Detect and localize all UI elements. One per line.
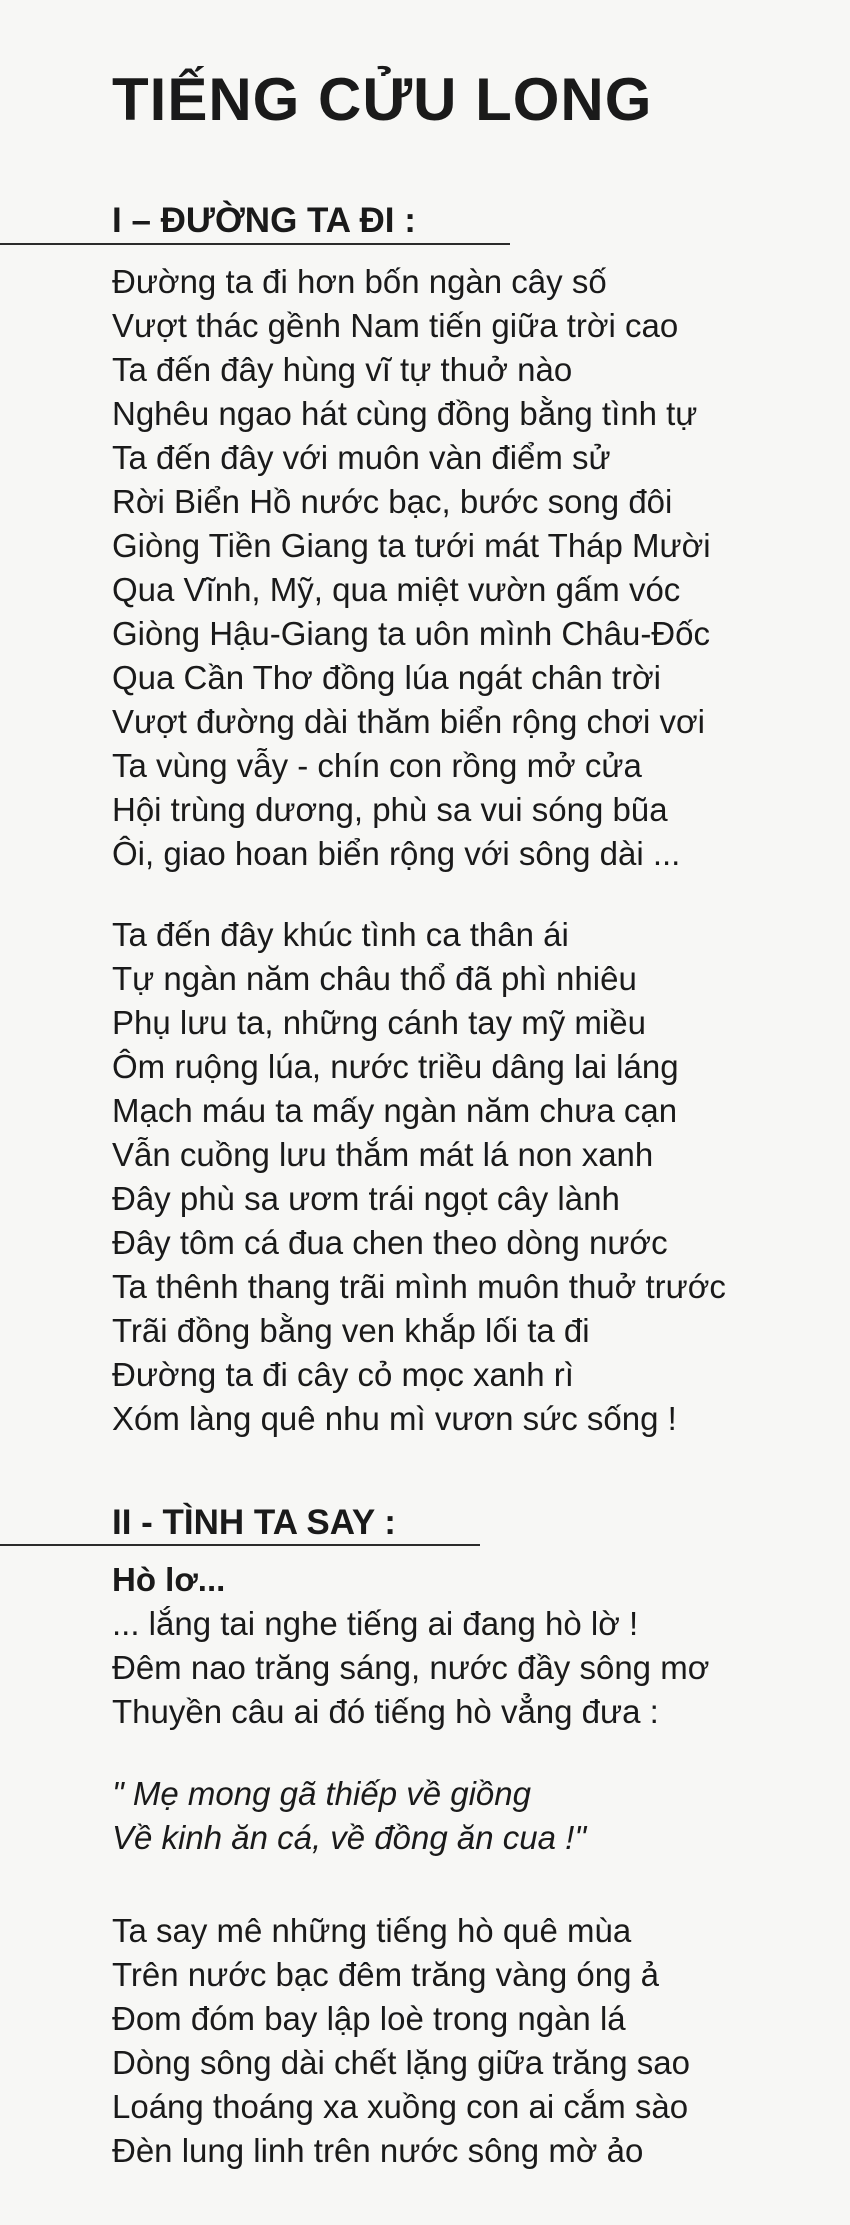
poem-line: Đèn lung linh trên nước sông mờ ảo <box>112 2132 644 2169</box>
section-heading-part2: II - TÌNH TA SAY : <box>112 1503 396 1542</box>
poem-line: Loáng thoáng xa xuồng con ai cắm sào <box>112 2088 689 2125</box>
poem-line: Ta đến đây với muôn vàn điểm sử <box>112 439 611 476</box>
poem-line: Đêm nao trăng sáng, nước đầy sông mơ <box>112 1649 710 1686</box>
poem-line: Ta say mê những tiếng hò quê mùa <box>112 1912 632 1949</box>
quote-line: Về kinh ăn cá, về đồng ăn cua !" <box>112 1819 587 1856</box>
poem-line: Đây tôm cá đua chen theo dòng nước <box>112 1224 668 1261</box>
poem-line: Rời Biển Hồ nước bạc, bước song đôi <box>112 483 673 520</box>
poem-line: ... lắng tai nghe tiếng ai đang hò lờ ! <box>112 1605 639 1642</box>
section-heading-part1: I – ĐƯỜNG TA ĐI : <box>112 201 416 240</box>
poem-line: Giòng Hậu-Giang ta uôn mình Châu-Đốc <box>112 615 710 652</box>
poem-line: Tự ngàn năm châu thổ đã phì nhiêu <box>112 960 637 997</box>
poem-line: Vẫn cuồng lưu thắm mát lá non xanh <box>112 1136 654 1173</box>
stanza-part2-2 <box>112 1909 690 2173</box>
poem-line: Ta đến đây hùng vĩ tự thuở nào <box>112 351 573 388</box>
folk-quote <box>112 1772 586 1860</box>
poem-line: Ta đến đây khúc tình ca thân ái <box>112 916 569 953</box>
call-line: Hò lơ... <box>112 1561 226 1598</box>
poem-line: Ta thênh thang trãi mình muôn thuở trước <box>112 1268 726 1305</box>
poem-line: Phụ lưu ta, những cánh tay mỹ miều <box>112 1004 646 1041</box>
poem-line: Ôm ruộng lúa, nước triều dâng lai láng <box>112 1048 679 1085</box>
poem-line: Trãi đồng bằng ven khắp lối ta đi <box>112 1312 590 1349</box>
poem-line: Thuyền câu ai đó tiếng hò vẳng đưa : <box>112 1693 659 1730</box>
stanza-part1-2 <box>112 913 726 1441</box>
poem-line: Qua Cần Thơ đồng lúa ngát chân trời <box>112 659 662 696</box>
stanza-part2-1 <box>112 1558 709 1734</box>
poem-line: Dòng sông dài chết lặng giữa trăng sao <box>112 2044 690 2081</box>
poem-line: Đây phù sa ươm trái ngọt cây lành <box>112 1180 620 1217</box>
poem-line: Đom đóm bay lập loè trong ngàn lá <box>112 2000 626 2037</box>
poem-line: Nghêu ngao hát cùng đồng bằng tình tự <box>112 395 698 432</box>
poem-line: Ta vùng vẫy - chín con rồng mở cửa <box>112 747 642 784</box>
poem-line: Qua Vĩnh, Mỹ, qua miệt vườn gấm vóc <box>112 571 681 608</box>
poem-line: Vượt thác gềnh Nam tiến giữa trời cao <box>112 307 679 344</box>
section-divider-part1 <box>0 243 510 245</box>
poem-title: TIẾNG CỬU LONG <box>112 66 653 133</box>
poem-line: Ôi, giao hoan biển rộng với sông dài ... <box>112 835 681 872</box>
stanza-part1-1 <box>112 260 711 876</box>
section-divider-part2 <box>0 1544 480 1546</box>
poem-line: Đường ta đi cây cỏ mọc xanh rì <box>112 1356 574 1393</box>
poem-line: Hội trùng dương, phù sa vui sóng bũa <box>112 791 668 828</box>
poem-line: Đường ta đi hơn bốn ngàn cây số <box>112 263 607 300</box>
quote-line: " Mẹ mong gã thiếp về giồng <box>112 1775 531 1812</box>
poem-line: Trên nước bạc đêm trăng vàng óng ả <box>112 1956 659 1993</box>
poem-line: Xóm làng quê nhu mì vươn sức sống ! <box>112 1400 677 1437</box>
poem-line: Giòng Tiền Giang ta tưới mát Tháp Mười <box>112 527 711 564</box>
poem-line: Mạch máu ta mấy ngàn năm chưa cạn <box>112 1092 678 1129</box>
poem-line: Vượt đường dài thăm biển rộng chơi vơi <box>112 703 706 740</box>
